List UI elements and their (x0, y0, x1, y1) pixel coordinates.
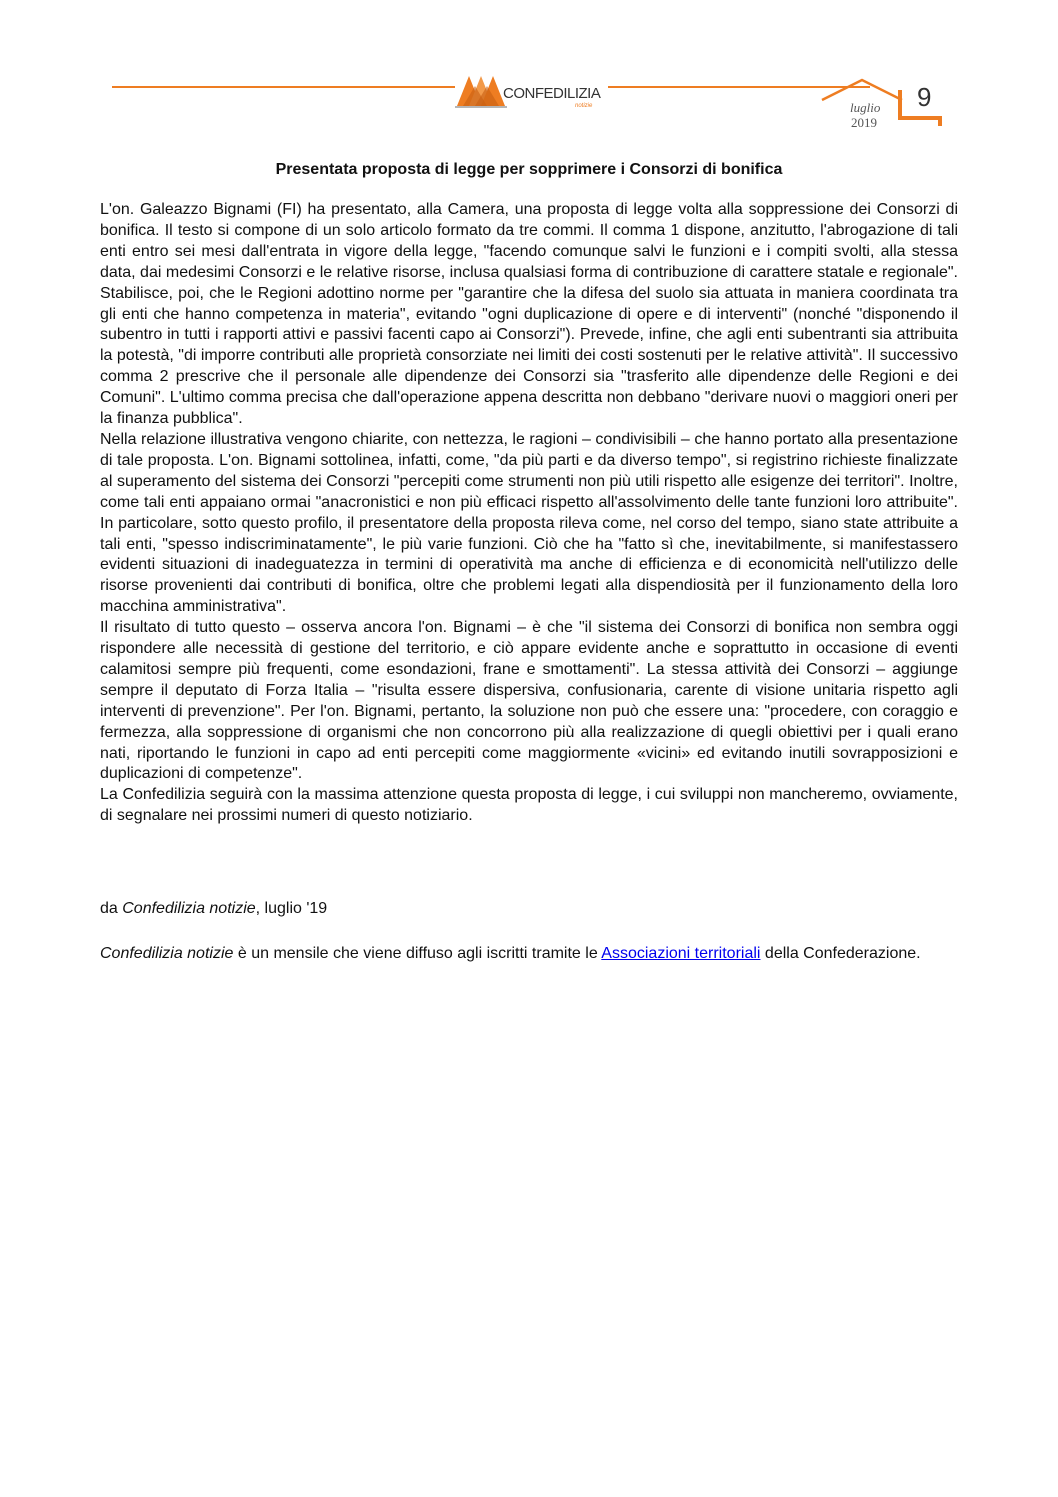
issue-year: 2019 (851, 115, 877, 130)
header-rule-left (112, 86, 455, 88)
footer-publication: Confedilizia notizie (100, 945, 234, 962)
source-suffix: , luglio '19 (255, 900, 328, 917)
article-title: Presentata proposta di legge per sopprimere i Consorzi di bonifica (275, 161, 783, 178)
article-paragraph-3: Il risultato di tutto questo – osserva ancora l'on. Bignami – è che "il sistema dei Consorzi di bonifica non sembra oggi rispondere alle necessità di gestione del territorio, e ciò appare evidente anche e soprattutto in occasione di eventi calamitosi sempre più frequenti, come esondazioni, frane e smottamenti". La stessa attività dei Consorzi – aggiunge sempre il deputato di Forza Italia – "risulta essere dispersiva, confusionaria, carente di visione unitaria rispetto agli interventi di prevenzione". Per l'on. Bignami, pertanto, la soluzione non può che essere una: "procedere, con coraggio e fermezza, alla soppressione di organismi che non concorrono più alla realizzazione di quegli obiettivi per i quali erano nati, riportando le funzioni in capo ad enti percepiti come maggiormente «vicini» ed evitando inutili sovrapposizioni e duplicazioni di competenze". (100, 619, 958, 783)
source-publication: Confedilizia notizie (122, 900, 256, 917)
article-paragraph-4: La Confedilizia seguirà con la massima attenzione questa proposta di legge, i cui sviluppi non mancheremo, ovviamente, di segnalare nei prossimi numeri di questo notiziario. (100, 786, 958, 825)
page-header (0, 0, 1058, 140)
page-number: 9 (917, 82, 932, 112)
article-paragraph-1: L'on. Galeazzo Bignami (FI) ha presentato, alla Camera, una proposta di legge volta alla soppressione dei Consorzi di bonifica. Il testo si compone di un solo articolo formato da tre commi. Il comma 1 dispone, anzitutto, l'abrogazione di tali enti entro sei mesi dall'entrata in vigore della legge, "facendo comunque salvi le funzioni e i compiti svolti, alla stessa data, dai medesimi Consorzi e le relative risorse, inclusa qualsiasi forma di contribuzione di carattere statale e regionale". Stabilisce, poi, che le Regioni adottino norme per "garantire che la difesa del suolo sia attuata in maniera coordinata tra gli enti che hanno competenza in materia", evitando "ogni duplicazione di opere e di interventi" (nonché "disponendo il subentro in tutti i rapporti attivi e passivi facenti capo ai Consorzi"). Prevede, infine, che agli enti subentranti sia attribuita la potestà, "di imporre contributi alle proprietà consorziate nei limiti dei costi sostenuti per le relative attività". Il successivo comma 2 prescrive che il personale alle dipendenze dei Consorzi sia "trasferito alle dipendenze delle Regioni e dei Comuni". L'ultimo comma precisa che dall'operazione appena descritta non debbano "derivare nuovi o maggiori oneri per la finanza pubblica". (100, 201, 958, 428)
article-paragraph-2: Nella relazione illustrativa vengono chiarite, con nettezza, le ragioni – condivisibili – che hanno portato alla presentazione di tale proposta. L'on. Bignami sottolinea, infatti, come, "da più parti e da diverso tempo", si registrino richieste finalizzate al superamento del sistema dei Consorzi "percepiti come strumenti non più utili rispetto alle esigenze dei territori". Inoltre, come tali enti appaiano ormai "anacronistici e non più efficaci rispetto all'assolvimento delle tante funzioni loro attribuite". In particolare, sotto questo profilo, il presentatore della proposta rileva come, nel corso del tempo, siano state attribuite a tali enti, "spesso indiscriminatamente", le più varie funzioni. Ciò che ha "fatto sì che, inevitabilmente, si manifestassero evidenti situazioni di inadeguatezza in termini di operatività ma anche di efficienza e di economicità nell'utilizzo delle risorse provenienti dai contributi di bonifica, oltre che problemi legati alla dispendiosità per il funzionamento della loro macchina amministrativa". (100, 430, 958, 616)
source-prefix: da (100, 900, 123, 917)
footer-note (100, 943, 958, 964)
issue-month: luglio (850, 100, 881, 115)
footer-text-before-link: è un mensile che viene diffuso agli iscritti tramite le (233, 945, 602, 962)
logo-wordmark: CONFEDILIZIA (503, 85, 601, 102)
article-body (100, 200, 958, 827)
associazioni-territoriali-link[interactable]: Associazioni territoriali (601, 945, 761, 962)
confedilizia-logo (455, 70, 610, 112)
logo-subtext: notizie (575, 103, 593, 109)
issue-badge (820, 78, 945, 138)
footer-text-after-link: della Confederazione. (760, 945, 921, 962)
source-line (100, 898, 958, 919)
